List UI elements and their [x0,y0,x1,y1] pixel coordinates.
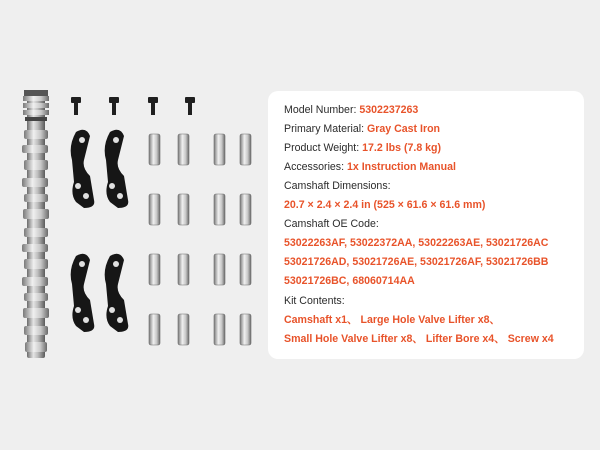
kit-contents-line: Camshaft x1、 Large Hole Valve Lifter x8、 [284,314,501,326]
oe-code-line: 53021726BC, 68060714AA [284,275,415,287]
kit-contents-label: Kit Contents: [284,295,345,307]
product-weight-value: 17.2 lbs (7.8 kg) [362,142,442,154]
accessories-label: Accessories: [284,161,345,173]
screw-icon [71,97,195,115]
oe-code-line: 53022263AF, 53022372AA, 53022263AE, 53021726AC [284,237,549,249]
model-number-value: 5302237263 [359,104,419,116]
lifter-bore-icon [71,130,129,332]
accessories-row [284,160,456,174]
primary-material-row [284,122,440,136]
dimensions-label: Camshaft Dimensions: [284,180,391,192]
specifications-card [268,91,584,359]
dimensions-value: 20.7 × 2.4 × 2.4 in (525 × 61.6 × 61.6 mm) [284,199,486,211]
valve-lifter-icon [149,134,251,345]
model-number-label: Model Number: [284,104,357,116]
primary-material-value: Gray Cast Iron [367,123,441,135]
accessories-value: 1x Instruction Manual [347,161,456,173]
oe-code-line: 53021726AD, 53021726AE, 53021726AF, 53021726BB [284,256,549,268]
camshaft-icon [22,90,49,358]
product-weight-row [284,141,441,155]
model-number-row [284,103,418,117]
kit-contents-line: Small Hole Valve Lifter x8、 Lifter Bore x4、 Screw x4 [284,333,554,345]
oe-code-label: Camshaft OE Code: [284,218,379,230]
product-image [0,0,270,450]
product-weight-label: Product Weight: [284,142,360,154]
primary-material-label: Primary Material: [284,123,365,135]
